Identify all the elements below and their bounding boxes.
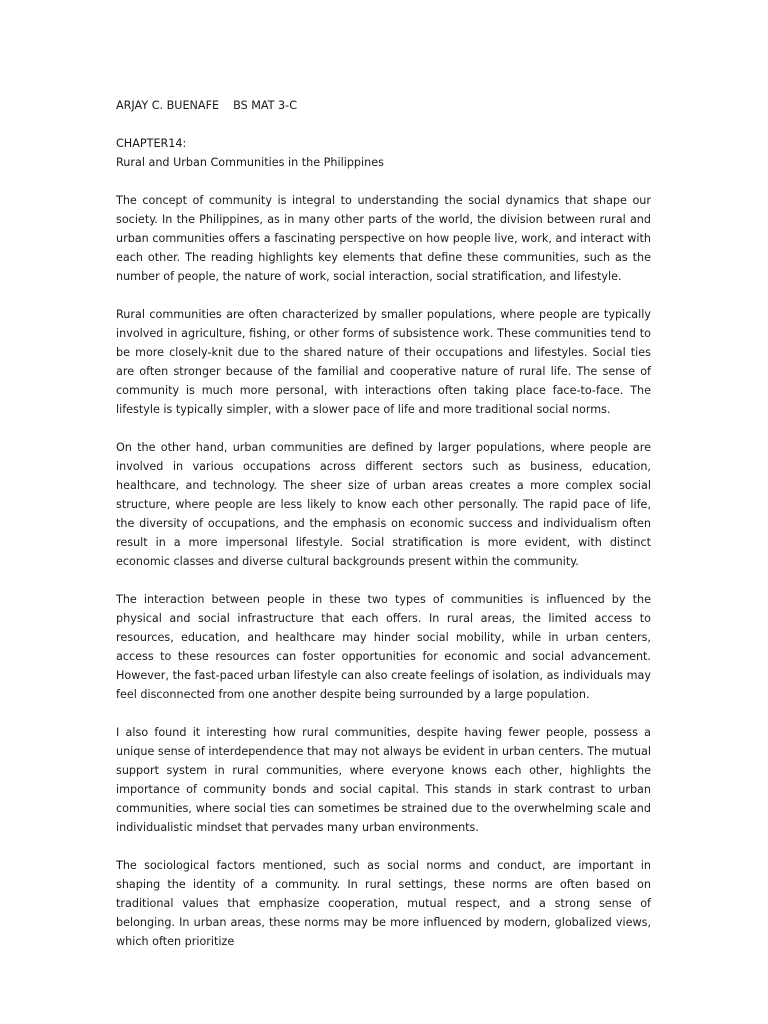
paragraph: I also found it interesting how rural communities, despite having fewer people, possess a unique sense of interdependence that may not always be evident in urban centers. The mutual support system in rural communities, where everyone knows each other, highlights the importance of community bonds and social capital. This stands in stark contrast to urban communities, where social ties can sometimes be strained due to the overwhelming scale and individualistic mindset that pervades many urban environments.	[116, 726, 651, 834]
author-line	[116, 96, 651, 115]
paragraph: The sociological factors mentioned, such as social norms and conduct, are important in shaping the identity of a community. In rural settings, these norms are often based on traditional values that emphasize cooperation, mutual respect, and a strong sense of belonging. In urban areas, these norms may be more influenced by modern, globalized views, which often prioritize	[116, 859, 651, 948]
chapter-title: Rural and Urban Communities in the Philippines	[116, 156, 384, 169]
paragraph: On the other hand, urban communities are defined by larger populations, where people are involved in various occupations across different sectors such as business, education, healthcare, and technology. The sheer size of urban areas creates a more complex social structure, where people are less likely to know each other personally. The rapid pace of life, the diversity of occupations, and the emphasis on economic success and individualism often result in a more impersonal lifestyle. Social stratification is more evident, with distinct economic classes and diverse cultural backgrounds present within the community.	[116, 441, 651, 568]
document-body	[116, 96, 651, 970]
chapter-label: CHAPTER14:	[116, 137, 187, 150]
paragraph: The interaction between people in these two types of communities is influenced by the physical and social infrastructure that each offers. In rural areas, the limited access to resources, education, and healthcare may hinder social mobility, while in urban centers, access to these resources can foster opportunities for economic and social advancement. However, the fast-paced urban lifestyle can also create feelings of isolation, as individuals may feel disconnected from one another despite being surrounded by a large population.	[116, 593, 651, 701]
paragraph: Rural communities are often characterized by smaller populations, where people are typically involved in agriculture, fishing, or other forms of subsistence work. These communities tend to be more closely-knit due to the shared nature of their occupations and lifestyles. Social ties are often stronger because of the familial and cooperative nature of rural life. The sense of community is much more personal, with interactions often taking place face-to-face. The lifestyle is typically simpler, with a slower pace of life and more traditional social norms.	[116, 308, 651, 416]
paragraph: The concept of community is integral to understanding the social dynamics that shape our society. In the Philippines, as in many other parts of the world, the division between rural and urban communities offers a fascinating perspective on how people live, work, and interact with each other. The reading highlights key elements that define these communities, such as the number of people, the nature of work, social interaction, social stratification, and lifestyle.	[116, 194, 651, 283]
author-name: ARJAY C. BUENAFE	[116, 99, 220, 112]
course-section: BS MAT 3-C	[233, 99, 298, 112]
